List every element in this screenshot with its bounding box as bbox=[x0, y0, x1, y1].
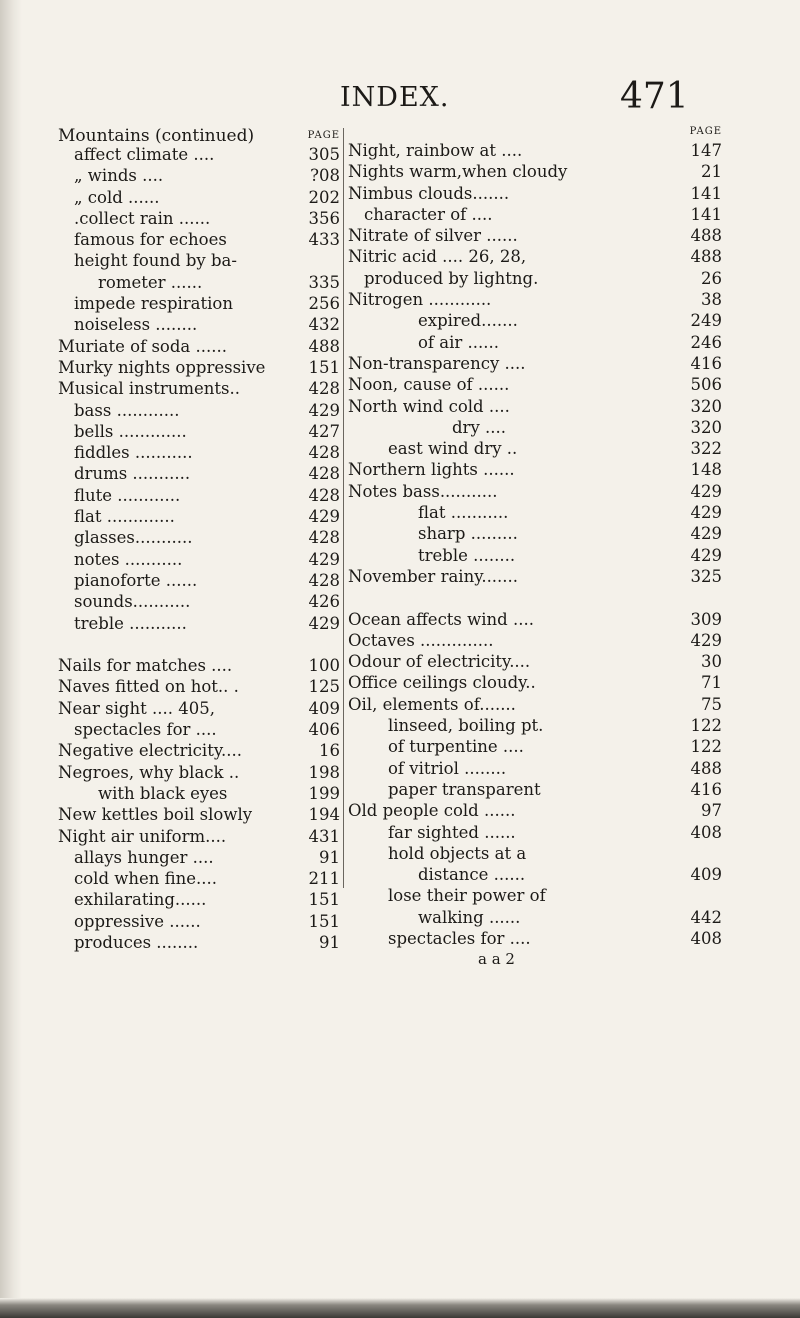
index-entry bbox=[58, 762, 340, 783]
signature-mark: a a 2 bbox=[478, 950, 515, 969]
entry-text: flute ............ bbox=[74, 485, 181, 505]
index-entry bbox=[58, 868, 340, 889]
entry-page: 488 bbox=[690, 247, 722, 267]
entry-text: linseed, boiling pt. bbox=[388, 716, 544, 736]
entry-page: 427 bbox=[308, 421, 340, 441]
entry-text: rometer ...... bbox=[98, 272, 203, 292]
index-entry bbox=[348, 822, 722, 843]
entry-text: far sighted ...... bbox=[388, 822, 516, 842]
entry-page: 91 bbox=[319, 932, 340, 952]
index-entry bbox=[58, 400, 340, 421]
entry-text: Murky nights oppressive bbox=[58, 357, 266, 377]
entry-text: exhilarating...... bbox=[74, 890, 207, 910]
index-entry bbox=[58, 293, 340, 314]
entry-page: 429 bbox=[690, 630, 722, 650]
index-entry bbox=[58, 570, 340, 591]
entry-page: 91 bbox=[319, 847, 340, 867]
entry-text: of turpentine .... bbox=[388, 737, 524, 757]
index-entry bbox=[58, 229, 340, 250]
entry-page: 249 bbox=[690, 311, 722, 331]
entry-page: 97 bbox=[701, 801, 722, 821]
entry-text: Musical instruments.. bbox=[58, 379, 241, 399]
index-entries-right bbox=[348, 140, 722, 949]
column-heading bbox=[348, 126, 722, 140]
index-entry bbox=[348, 758, 722, 779]
entry-text: Night air uniform.... bbox=[58, 826, 227, 846]
index-entry bbox=[58, 506, 340, 527]
entry-text: Odour of electricity.... bbox=[348, 652, 531, 672]
index-entry bbox=[58, 889, 340, 910]
index-entry bbox=[58, 378, 340, 399]
index-entry bbox=[348, 310, 722, 331]
index-entry bbox=[348, 396, 722, 417]
index-entry bbox=[58, 421, 340, 442]
entry-page: 26 bbox=[701, 268, 722, 288]
entry-text: drums ........... bbox=[74, 464, 191, 484]
heading-text: Mountains (continued) bbox=[58, 126, 255, 146]
entry-page: 100 bbox=[308, 656, 340, 676]
index-entry bbox=[348, 459, 722, 480]
entry-text: hold objects at a bbox=[388, 843, 527, 863]
entry-page: 488 bbox=[308, 336, 340, 356]
entry-text: expired....... bbox=[418, 311, 518, 331]
index-entry bbox=[58, 144, 340, 165]
entry-page: 198 bbox=[308, 762, 340, 782]
index-entry bbox=[58, 698, 340, 719]
entry-page: 488 bbox=[690, 226, 722, 246]
entry-page: 428 bbox=[308, 464, 340, 484]
entry-text: „ winds .... bbox=[74, 166, 164, 186]
index-entry bbox=[348, 651, 722, 672]
entry-page: 122 bbox=[690, 737, 722, 757]
entry-page: 148 bbox=[690, 460, 722, 480]
index-entry bbox=[58, 549, 340, 570]
entry-page: 428 bbox=[308, 443, 340, 463]
entry-text: with black eyes bbox=[98, 783, 228, 803]
entry-page: 408 bbox=[690, 928, 722, 948]
entry-text: Nails for matches .... bbox=[58, 656, 233, 676]
entry-text: Office ceilings cloudy.. bbox=[348, 673, 536, 693]
entry-text: produces ........ bbox=[74, 932, 199, 952]
entry-text: famous for echoes bbox=[74, 230, 227, 250]
entry-text: New kettles boil slowly bbox=[58, 805, 253, 825]
entry-page: 426 bbox=[308, 592, 340, 612]
entry-page: 428 bbox=[308, 485, 340, 505]
entry-page: 431 bbox=[308, 826, 340, 846]
entry-text: treble ........... bbox=[74, 613, 187, 633]
entry-page: 305 bbox=[308, 145, 340, 164]
entry-page: 320 bbox=[690, 396, 722, 416]
index-entry bbox=[58, 463, 340, 484]
entry-text: Noon, cause of ...... bbox=[348, 375, 510, 395]
index-entry bbox=[58, 740, 340, 761]
entry-page: 141 bbox=[690, 204, 722, 224]
entry-page: 429 bbox=[308, 507, 340, 527]
entry-text: of vitriol ........ bbox=[388, 758, 507, 778]
running-title: INDEX. bbox=[340, 82, 450, 113]
entry-text: Negative electricity.... bbox=[58, 741, 242, 761]
page-column-label: PAGE bbox=[689, 126, 722, 137]
index-entry bbox=[348, 779, 722, 800]
entry-text: treble ........ bbox=[418, 545, 516, 565]
entry-text: Negroes, why black .. bbox=[58, 762, 240, 782]
index-entry bbox=[348, 438, 722, 459]
index-entry bbox=[58, 272, 340, 293]
index-entry bbox=[348, 332, 722, 353]
index-entry bbox=[58, 676, 340, 697]
entry-page: 428 bbox=[308, 528, 340, 548]
entry-text: Near sight .... 405, bbox=[58, 698, 215, 718]
entry-text: .collect rain ...... bbox=[74, 208, 211, 228]
entry-page: 122 bbox=[690, 716, 722, 736]
index-entry bbox=[348, 609, 722, 630]
entry-text: November rainy....... bbox=[348, 566, 519, 586]
entry-text: oppressive ...... bbox=[74, 911, 201, 931]
index-column-left bbox=[58, 126, 340, 953]
index-entry bbox=[348, 715, 722, 736]
index-entry bbox=[348, 907, 722, 928]
entry-page: 256 bbox=[308, 294, 340, 314]
index-column-right bbox=[348, 126, 722, 969]
entry-page: 429 bbox=[690, 545, 722, 565]
entry-page: 147 bbox=[690, 141, 722, 160]
page-number: 471 bbox=[620, 76, 689, 117]
entry-page: 151 bbox=[308, 357, 340, 377]
index-entry bbox=[58, 442, 340, 463]
index-entry bbox=[58, 250, 340, 271]
entry-text: Muriate of soda ...... bbox=[58, 336, 227, 356]
index-entry bbox=[348, 268, 722, 289]
entry-page: 322 bbox=[690, 439, 722, 459]
entry-gap bbox=[58, 634, 340, 655]
entry-page: 429 bbox=[690, 524, 722, 544]
entry-page: 442 bbox=[690, 907, 722, 927]
entry-page: 409 bbox=[308, 698, 340, 718]
index-entry bbox=[58, 655, 340, 676]
index-entry bbox=[348, 800, 722, 821]
entry-text: spectacles for .... bbox=[74, 720, 217, 740]
page-header bbox=[0, 76, 800, 126]
index-entry bbox=[58, 804, 340, 825]
entry-text: east wind dry .. bbox=[388, 439, 518, 459]
index-entry bbox=[58, 187, 340, 208]
entry-page: 506 bbox=[690, 375, 722, 395]
entry-page: 320 bbox=[690, 417, 722, 437]
entry-text: height found by ba- bbox=[74, 251, 237, 271]
entry-page: ?08 bbox=[310, 166, 340, 186]
entry-page: 151 bbox=[308, 890, 340, 910]
column-divider bbox=[343, 128, 344, 888]
entry-text: Octaves .............. bbox=[348, 630, 494, 650]
entry-text: Notes bass........... bbox=[348, 481, 498, 501]
entry-page: 432 bbox=[308, 315, 340, 335]
entry-page: 416 bbox=[690, 353, 722, 373]
entry-page: 141 bbox=[690, 183, 722, 203]
entry-page: 151 bbox=[308, 911, 340, 931]
index-entry bbox=[348, 481, 722, 502]
index-entry bbox=[58, 314, 340, 335]
entry-text: impede respiration bbox=[74, 294, 233, 314]
entry-page: 38 bbox=[701, 290, 722, 310]
index-entry bbox=[58, 591, 340, 612]
entry-page: 71 bbox=[701, 673, 722, 693]
page-bottom-edge bbox=[0, 1298, 800, 1318]
entry-text: Old people cold ...... bbox=[348, 801, 516, 821]
index-entry bbox=[348, 289, 722, 310]
index-entry bbox=[58, 932, 340, 953]
entry-text: Naves fitted on hot.. . bbox=[58, 677, 239, 697]
entry-text: spectacles for .... bbox=[388, 928, 531, 948]
entry-text: pianoforte ...... bbox=[74, 570, 198, 590]
index-entry bbox=[58, 719, 340, 740]
entry-text: Nitrate of silver ...... bbox=[348, 226, 518, 246]
index-entry bbox=[348, 353, 722, 374]
entry-text: Oil, elements of....... bbox=[348, 694, 516, 714]
entry-text: fiddles ........... bbox=[74, 443, 193, 463]
entry-text: North wind cold .... bbox=[348, 396, 510, 416]
entry-text: of air ...... bbox=[418, 332, 500, 352]
entry-text: flat ........... bbox=[418, 503, 509, 523]
entry-text: character of .... bbox=[364, 204, 493, 224]
index-entry bbox=[348, 140, 722, 161]
entry-text: produced by lightng. bbox=[364, 268, 539, 288]
entry-text: walking ...... bbox=[418, 907, 521, 927]
entry-text: Non-transparency .... bbox=[348, 353, 526, 373]
entry-text: distance ...... bbox=[418, 865, 526, 885]
entry-page: 199 bbox=[308, 783, 340, 803]
entry-page: 406 bbox=[308, 720, 340, 740]
index-entry bbox=[348, 864, 722, 885]
index-entry bbox=[58, 357, 340, 378]
entry-page: 325 bbox=[690, 566, 722, 586]
entry-text: dry .... bbox=[452, 417, 506, 437]
entry-text: bass ............ bbox=[74, 400, 180, 420]
index-entry bbox=[348, 885, 722, 906]
index-entry bbox=[58, 165, 340, 186]
entry-page: 429 bbox=[690, 503, 722, 523]
index-entry bbox=[348, 161, 722, 182]
index-entry bbox=[348, 246, 722, 267]
index-entry bbox=[58, 208, 340, 229]
entry-page: 428 bbox=[308, 379, 340, 399]
entry-text: glasses........... bbox=[74, 528, 193, 548]
entry-page: 75 bbox=[701, 694, 722, 714]
index-entry bbox=[348, 374, 722, 395]
entry-text: noiseless ........ bbox=[74, 315, 198, 335]
index-entry bbox=[58, 336, 340, 357]
entry-text: Ocean affects wind .... bbox=[348, 609, 534, 629]
index-entry bbox=[348, 502, 722, 523]
index-entry bbox=[348, 694, 722, 715]
index-entry bbox=[348, 672, 722, 693]
entry-page: 416 bbox=[690, 779, 722, 799]
entry-page: 21 bbox=[701, 162, 722, 182]
entry-text: Night, rainbow at .... bbox=[348, 141, 523, 160]
entry-page: 428 bbox=[308, 570, 340, 590]
entry-page: 335 bbox=[308, 272, 340, 292]
entry-text: Northern lights ...... bbox=[348, 460, 515, 480]
entry-text: Nights warm,when cloudy bbox=[348, 162, 568, 182]
entry-text: Nitrogen ............ bbox=[348, 290, 492, 310]
entry-page: 429 bbox=[690, 481, 722, 501]
entry-page: 409 bbox=[690, 865, 722, 885]
index-entry bbox=[58, 485, 340, 506]
entry-page: 356 bbox=[308, 208, 340, 228]
entry-text: lose their power of bbox=[388, 886, 546, 906]
index-entry bbox=[58, 911, 340, 932]
entry-text: bells ............. bbox=[74, 421, 187, 441]
index-entry bbox=[348, 630, 722, 651]
entry-page: 433 bbox=[308, 230, 340, 250]
index-entry bbox=[58, 847, 340, 868]
index-entry bbox=[58, 783, 340, 804]
entry-text: affect climate .... bbox=[74, 145, 215, 164]
entry-text: sharp ......... bbox=[418, 524, 518, 544]
page-edge bbox=[0, 0, 22, 1318]
index-entry bbox=[348, 545, 722, 566]
entry-page: 408 bbox=[690, 822, 722, 842]
entry-text: sounds........... bbox=[74, 592, 191, 612]
index-entry bbox=[58, 826, 340, 847]
index-entry bbox=[348, 843, 722, 864]
entry-text: cold when fine.... bbox=[74, 869, 218, 889]
entry-page: 194 bbox=[308, 805, 340, 825]
index-entry bbox=[348, 736, 722, 757]
entry-page: 211 bbox=[308, 869, 340, 889]
entry-text: paper transparent bbox=[388, 779, 541, 799]
index-entry bbox=[58, 613, 340, 634]
entry-page: 429 bbox=[308, 549, 340, 569]
entry-page: 30 bbox=[701, 652, 722, 672]
entry-page: 309 bbox=[690, 609, 722, 629]
entry-text: Nitric acid .... 26, 28, bbox=[348, 247, 527, 267]
entry-text: „ cold ...... bbox=[74, 187, 160, 207]
index-entry bbox=[58, 527, 340, 548]
index-entry bbox=[348, 523, 722, 544]
index-entry bbox=[348, 225, 722, 246]
index-entry bbox=[348, 183, 722, 204]
index-entry bbox=[348, 417, 722, 438]
entry-page: 16 bbox=[319, 741, 340, 761]
page-column-label: PAGE bbox=[307, 130, 340, 141]
entry-text: allays hunger .... bbox=[74, 847, 214, 867]
entry-page: 429 bbox=[308, 613, 340, 633]
index-entries-left bbox=[58, 144, 340, 953]
entry-page: 202 bbox=[308, 187, 340, 207]
index-entry bbox=[348, 566, 722, 587]
entry-text: flat ............. bbox=[74, 507, 175, 527]
index-entry bbox=[348, 204, 722, 225]
entry-page: 246 bbox=[690, 332, 722, 352]
entry-page: 488 bbox=[690, 758, 722, 778]
entry-text: notes ........... bbox=[74, 549, 183, 569]
entry-text: Nimbus clouds....... bbox=[348, 183, 510, 203]
entry-page: 429 bbox=[308, 400, 340, 420]
index-entry bbox=[348, 928, 722, 949]
entry-page: 125 bbox=[308, 677, 340, 697]
column-heading bbox=[58, 126, 340, 144]
entry-gap bbox=[348, 587, 722, 608]
